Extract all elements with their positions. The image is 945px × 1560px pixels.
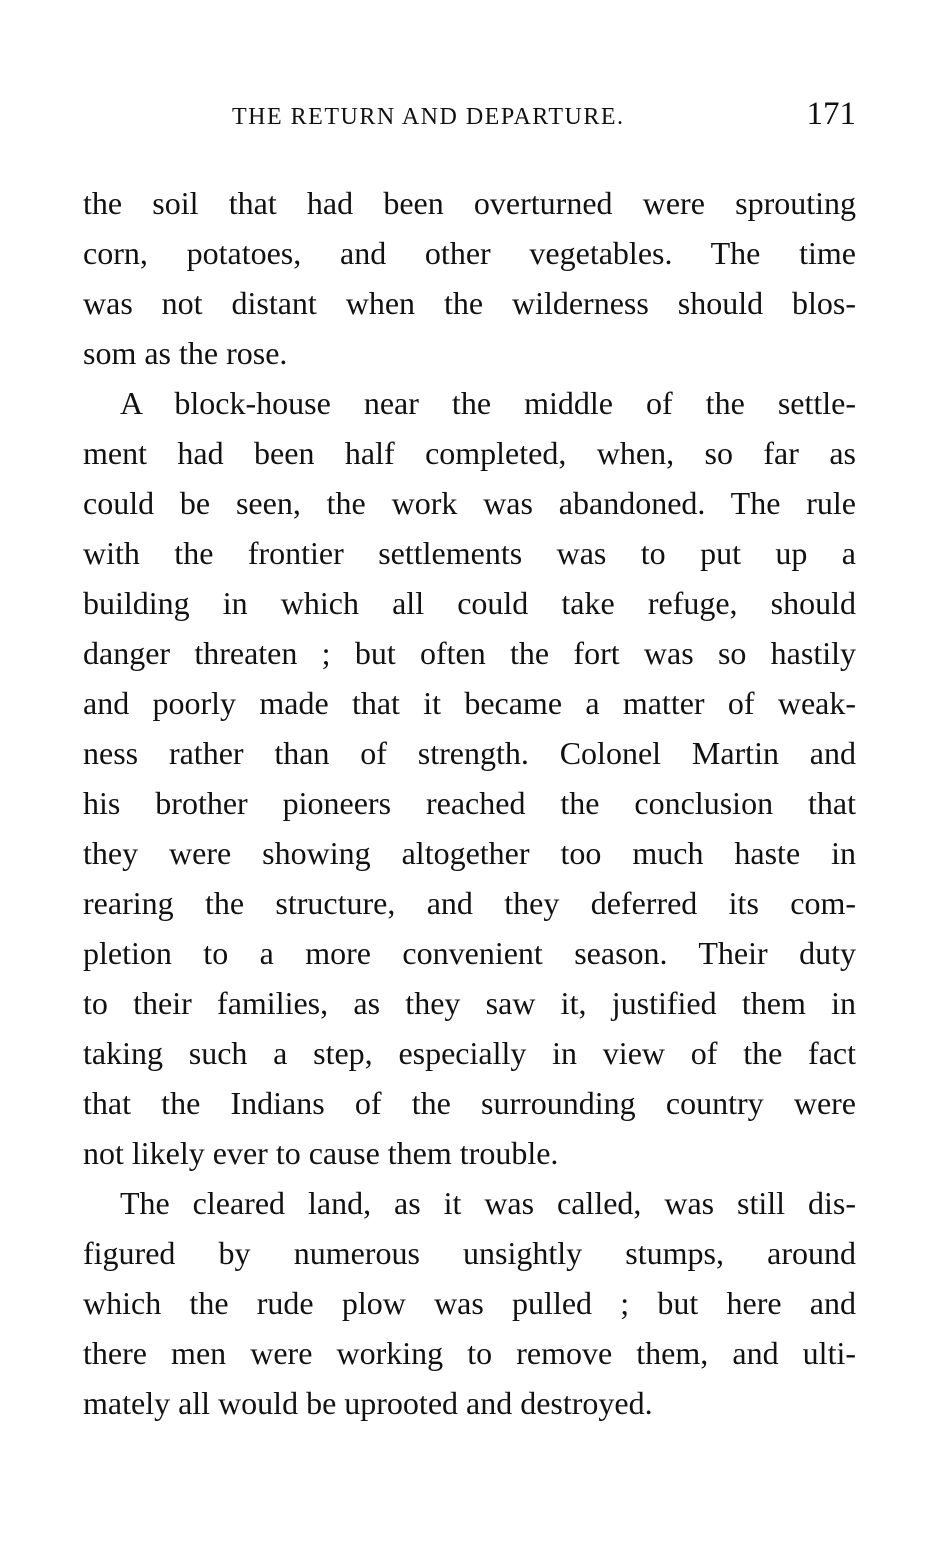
text-line: to their families, as they saw it, justified them in: [83, 985, 856, 1021]
text-line: that the Indians of the surrounding country were: [83, 1085, 856, 1121]
text-line: danger threaten ; but often the fort was so hastily: [83, 635, 856, 671]
running-head: [232, 96, 856, 140]
text-line: corn, potatoes, and other vegetables. The time: [83, 235, 856, 271]
page-number: 171: [806, 96, 856, 132]
text-line: rearing the structure, and they deferred its com-: [83, 885, 856, 921]
text-line: the soil that had been overturned were sprouting: [83, 185, 856, 221]
paragraph-1: [83, 178, 856, 378]
text-line: and poorly made that it became a matter of weak-: [83, 685, 856, 721]
text-line: they were showing altogether too much haste in: [83, 835, 856, 871]
paragraph-3: [83, 1178, 856, 1428]
running-title: THE RETURN AND DEPARTURE.: [232, 104, 625, 130]
text-line: mately all would be uprooted and destroyed.: [83, 1385, 653, 1421]
text-line: was not distant when the wilderness should blos-: [83, 285, 856, 321]
text-line: ness rather than of strength. Colonel Martin and: [83, 735, 856, 771]
text-line: som as the rose.: [83, 335, 288, 371]
text-line: with the frontier settlements was to put up a: [83, 535, 856, 571]
text-line: there men were working to remove them, and ulti-: [83, 1335, 856, 1371]
text-line: could be seen, the work was abandoned. The rule: [83, 485, 856, 521]
text-line: building in which all could take refuge, should: [83, 585, 856, 621]
text-line: figured by numerous unsightly stumps, around: [83, 1235, 856, 1271]
text-line: not likely ever to cause them trouble.: [83, 1135, 559, 1171]
text-line: pletion to a more convenient season. Their duty: [83, 935, 856, 971]
body-text: [83, 178, 856, 1428]
paragraph-2: [83, 378, 856, 1178]
text-line: which the rude plow was pulled ; but here and: [83, 1285, 856, 1321]
text-line: The cleared land, as it was called, was still dis-: [120, 1185, 856, 1221]
text-line: taking such a step, especially in view of the fact: [83, 1035, 856, 1071]
text-line: ment had been half completed, when, so far as: [83, 435, 856, 471]
text-line: his brother pioneers reached the conclusion that: [83, 785, 856, 821]
text-line: A block-house near the middle of the settle-: [120, 385, 856, 421]
